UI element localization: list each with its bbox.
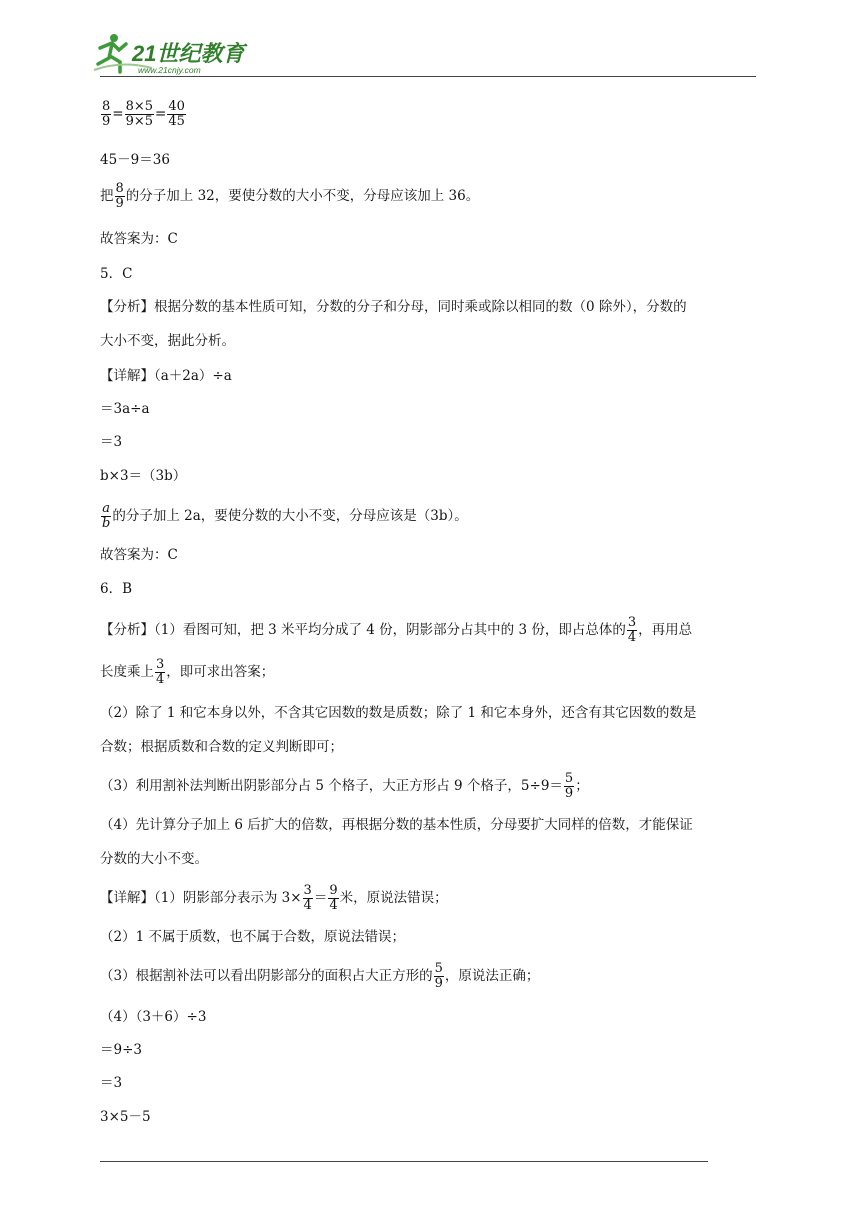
- text-line: （3）利用割补法判断出阴影部分占 5 个格子，大正方形占 9 个格子，5÷9＝ $\frac{5}{9}$ ；: [100, 771, 589, 801]
- text-line: （2）除了 1 和它本身以外，不含其它因数的数是质数；除了 1 和它本身外，还含有其它因数的数是: [100, 705, 697, 721]
- text-line: ＝3: [100, 434, 123, 450]
- fraction: $\frac{3}{4}$: [303, 883, 312, 913]
- text-line: $\frac{a}{b}$ 的分子加上 2a，要使分数的大小不变，分母应该是（3b）。: [102, 501, 468, 531]
- text-line: （4）先计算分子加上 6 后扩大的倍数，再根据分数的基本性质，分母要扩大同样的倍数，才能保证: [100, 817, 693, 833]
- question-number: 5．C: [100, 266, 133, 282]
- text-line: 45－9＝36: [100, 152, 170, 168]
- answer-line: 故答案为：C: [100, 547, 178, 563]
- text-line: ＝3: [100, 1075, 123, 1091]
- fraction: $\frac{40}{45}$: [168, 99, 185, 129]
- line-fraction-equation: $\frac{8}{9}$ = $\frac{8\times 5}{9\times 5}$ = $\frac{40}{45}$: [102, 99, 185, 129]
- page-header: [92, 30, 756, 80]
- detail-tag: 【详解】: [100, 368, 154, 384]
- text-line: 大小不变，据此分析。: [100, 333, 235, 349]
- footer-rule: [100, 1161, 708, 1162]
- fraction: $\frac{5}{9}$: [434, 961, 443, 991]
- analysis-tag: 【分析】: [100, 622, 154, 638]
- fraction: $\frac{8\times 5}{9\times 5}$: [125, 99, 154, 129]
- fraction: $\frac{3}{4}$: [627, 615, 637, 645]
- fraction: $\frac{8}{9}$: [102, 99, 111, 129]
- analysis-tag: 【分析】: [100, 299, 154, 315]
- text-line: （2）1 不属于质数，也不属于合数，原说法错误；: [100, 929, 405, 945]
- text-line: 合数；根据质数和合数的定义判断即可；: [100, 739, 343, 755]
- logo-url: www.21cnjy.com: [138, 65, 201, 75]
- detail-line: 【详解】（1）阴影部分表示为 3× $\frac{3}{4}$ ＝ $\frac{9}{4}$ 米，原说法错误；: [100, 883, 448, 913]
- text-line: 分数的大小不变。: [100, 851, 208, 867]
- text-line: 把 $\frac{8}{9}$ 的分子加上 32，要使分数的大小不变，分母应该加上 36。: [100, 181, 480, 211]
- text-line: ＝9÷3: [100, 1042, 142, 1058]
- text-line: b×3＝（3b）: [100, 468, 187, 484]
- logo-text: 21世纪教育: [132, 41, 245, 66]
- detail-line: 【详解】（a＋2a）÷a: [100, 368, 232, 384]
- analysis-line: 【分析】（1）看图可知，把 3 米平均分成了 4 份，阴影部分占其中的 3 份，即占总体的 $\frac{3}{4}$ ，再用总: [100, 615, 693, 645]
- text-line: ＝3a÷a: [100, 401, 150, 417]
- analysis-line: 【分析】根据分数的基本性质可知，分数的分子和分母，同时乘或除以相同的数（0 除外），分数的: [100, 299, 687, 315]
- text-line: （3）根据割补法可以看出阴影部分的面积占大正方形的 $\frac{5}{9}$ ，原说法正确；: [100, 961, 540, 991]
- detail-tag: 【详解】: [100, 890, 154, 906]
- fraction: $\frac{5}{9}$: [564, 771, 574, 801]
- fraction: $\frac{8}{9}$: [115, 181, 124, 211]
- text-line: （4）（3＋6）÷3: [100, 1009, 207, 1025]
- header-rule: [100, 76, 756, 77]
- fraction: $\frac{9}{4}$: [329, 883, 338, 913]
- answer-line: 故答案为：C: [100, 231, 178, 247]
- fraction: $\frac{3}{4}$: [156, 657, 165, 687]
- text-line: 长度乘上 $\frac{3}{4}$ ，即可求出答案；: [100, 657, 275, 687]
- question-number: 6．B: [100, 581, 133, 597]
- logo: [92, 30, 262, 76]
- fraction: $\frac{a}{b}$: [102, 501, 111, 531]
- text-line: 3×5－5: [100, 1109, 151, 1125]
